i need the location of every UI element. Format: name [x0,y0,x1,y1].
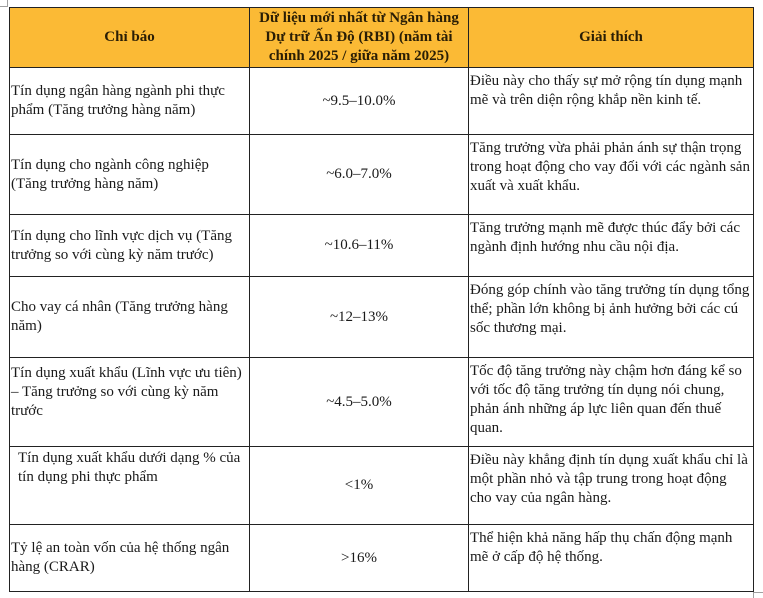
table-row [10,135,754,215]
header-indicator: Chỉ báo [10,8,250,68]
table-row [10,358,754,447]
value-cell: ~4.5–5.0% [250,358,469,447]
table-header-row [10,8,754,68]
indicator-cell: Tín dụng cho ngành công nghiệp (Tăng trưởng hàng năm) [10,135,250,215]
value-cell: ~9.5–10.0% [250,68,469,135]
rbi-credit-indicators-table [9,7,754,592]
table-row [10,447,754,525]
explanation-cell: Tốc độ tăng trưởng này chậm hơn đáng kể so với tốc độ tăng trưởng tín dụng nói chung, phản ánh những áp lực liên quan đến thuế quan. [469,358,754,447]
indicator-cell: Tín dụng xuất khẩu dưới dạng % của tín dụng phi thực phẩm [10,447,250,525]
explanation-cell: Thể hiện khả năng hấp thụ chấn động mạnh mẽ ở cấp độ hệ thống. [469,525,754,592]
indicator-cell: Tín dụng cho lĩnh vực dịch vụ (Tăng trưởng so với cùng kỳ năm trước) [10,215,250,277]
table-row [10,525,754,592]
indicator-cell: Tỷ lệ an toàn vốn của hệ thống ngân hàng (CRAR) [10,525,250,592]
value-cell: ~12–13% [250,277,469,358]
header-explanation: Giải thích [469,8,754,68]
explanation-cell: Đóng góp chính vào tăng trưởng tín dụng tổng thể; phần lớn không bị ảnh hưởng bởi các cú sốc thương mại. [469,277,754,358]
value-cell: ~6.0–7.0% [250,135,469,215]
table-row [10,68,754,135]
explanation-cell: Điều này cho thấy sự mở rộng tín dụng mạnh mẽ và trên diện rộng khắp nền kinh tế. [469,68,754,135]
indicator-cell: Tín dụng ngân hàng ngành phi thực phẩm (Tăng trưởng hàng năm) [10,68,250,135]
table-row [10,215,754,277]
value-cell: ~10.6–11% [250,215,469,277]
selection-corner-top-left [0,0,8,7]
selection-corner-bottom-right [753,592,763,598]
table-row [10,277,754,358]
header-rbi-data: Dữ liệu mới nhất từ Ngân hàng Dự trữ Ấn Độ (RBI) (năm tài chính 2025 / giữa năm 2025) [250,8,469,68]
value-cell: <1% [250,447,469,525]
indicator-cell: Tín dụng xuất khẩu (Lĩnh vực ưu tiên) – Tăng trưởng so với cùng kỳ năm trước [10,358,250,447]
indicator-cell: Cho vay cá nhân (Tăng trưởng hàng năm) [10,277,250,358]
explanation-cell: Tăng trưởng vừa phải phản ánh sự thận trọng trong hoạt động cho vay đối với các ngành sản xuất và xuất khẩu. [469,135,754,215]
explanation-cell: Điều này khẳng định tín dụng xuất khẩu chỉ là một phần nhỏ và tập trung trong hoạt động cho vay của ngân hàng. [469,447,754,525]
explanation-cell: Tăng trưởng mạnh mẽ được thúc đẩy bởi các ngành định hướng nhu cầu nội địa. [469,215,754,277]
value-cell: >16% [250,525,469,592]
